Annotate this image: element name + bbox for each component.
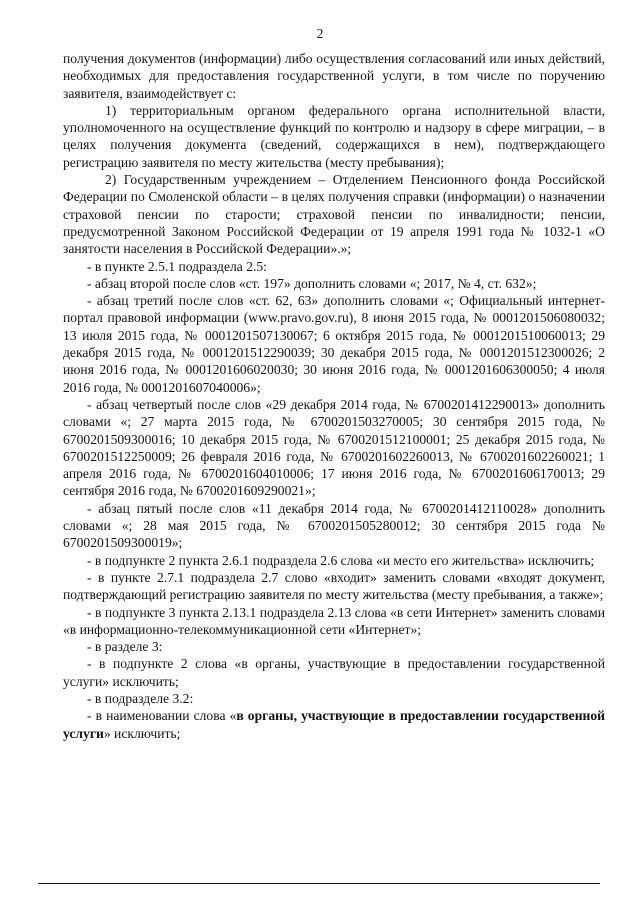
paragraph-title-change-tail: » исключить; — [103, 725, 181, 741]
paragraph-title-change — [63, 707, 605, 742]
paragraph-abzac-2: - абзац второй после слов «ст. 197» дополнить словами «; 2017, № 4, ст. 632»; — [87, 275, 537, 291]
paragraph-abzac-4: - абзац четвертый после слов «29 декабря 2014 года, № 6700201412290013» дополнить словами «; 27 марта 2015 года, № 6700201503270005; 30 сентября 2015 года, № 6700201509300016; 10 декабря 2015 года, № 6700201512100001; 25 декабря 2015 года, № 6700201512250009; 26 февраля 2016 года, № 6700201602260013, № 6700201602260021; 1 апреля 2016 года, № 6700201604010006; 17 июня 2016 года, № 6700201606170013; 29 сентября 2016 года, № 6700201609290021»; — [63, 396, 605, 499]
paragraph-item-2: 2) Государственным учреждением – Отделением Пенсионного фонда Российской Федерации по Смоленской области – в целях получения справки (информации) о назначении страховой пенсии по старости; страховой пенсии по инвалидности; пенсии, предусмотренной Законом Российской Федерации от 19 апреля 1991 года № 1032-1 «О занятости населения в Российской Федерации».»; — [63, 172, 605, 257]
paragraph-point-2-6-1: - в подпункте 2 пункта 2.6.1 подраздела 2.6 слова «и место его жительства» исключить; — [87, 552, 595, 568]
paragraph-section-3: - в разделе 3: — [87, 639, 163, 655]
paragraph-subsection-3-2: - в подразделе 3.2: — [87, 690, 194, 706]
paragraph-abzac-5: - абзац пятый после слов «11 декабря 2014 года, № 6700201412110028» дополнить словами «; 28 мая 2015 года, № 6700201505280012; 30 сентября 2015 года № 6700201509300019»; — [63, 500, 605, 551]
paragraph-point-2-13-1: - в подпункте 3 пункта 2.13.1 подраздела 2.13 слова «в сети Интернет» заменить словами «в информационно-телекоммуникационной сети «Интернет»; — [63, 604, 605, 637]
paragraph-point-2-7-1: - в пункте 2.7.1 подраздела 2.7 слово «входит» заменить словами «входят документ, подтверждающий регистрацию заявителя по месту жительства (месту пребывания, а также»; — [63, 569, 605, 603]
paragraph-title-change-bold: в органы, участвующие в предоставлении государственной услуги — [63, 708, 605, 741]
paragraph-item-1: 1) территориальным органом федерального органа исполнительной власти, уполномоченного на осуществление функций по контролю и надзору в сфере миграции, – в целях получения документа (сведений, содержащихся в нем), подтверждающего регистрацию заявителя по месту жительства (месту пребывания); — [63, 102, 605, 170]
paragraph-subpoint-2: - в подпункте 2 слова «в органы, участвующие в предоставлении государственной услуги» исключить; — [63, 656, 605, 689]
document-body — [63, 50, 605, 742]
bottom-rule — [38, 883, 600, 884]
paragraph-abzac-3: - абзац третий после слов «ст. 62, 63» дополнить словами «; Официальный интернет-портал правовой информации (www.pravo.gov.ru), 8 июня 2015 года, № 0001201506080032; 13 июля 2015 года, № 0001201507130067; 6 октября 2015 года, № 0001201510060013; 29 декабря 2015 года, № 0001201512290039; 30 декабря 2015 года, № 0001201512300026; 2 июня 2016 года, № 0001201606020030; 30 июня 2016 года, № 0001201606300050; 4 июля 2016 года, № 0001201607040006»; — [63, 293, 605, 395]
paragraph-continuation: получения документов (информации) либо осуществления согласований или иных действий, необходимых для предоставления государственной услуги, в том числе по поручению заявителя, взаимодействует с: — [63, 51, 605, 101]
paragraph-point-2-5-1: - в пункте 2.5.1 подраздела 2.5: — [87, 258, 267, 274]
paragraph-title-change-lead: - в наименовании слова « — [87, 708, 237, 724]
page-number: 2 — [316, 26, 324, 41]
